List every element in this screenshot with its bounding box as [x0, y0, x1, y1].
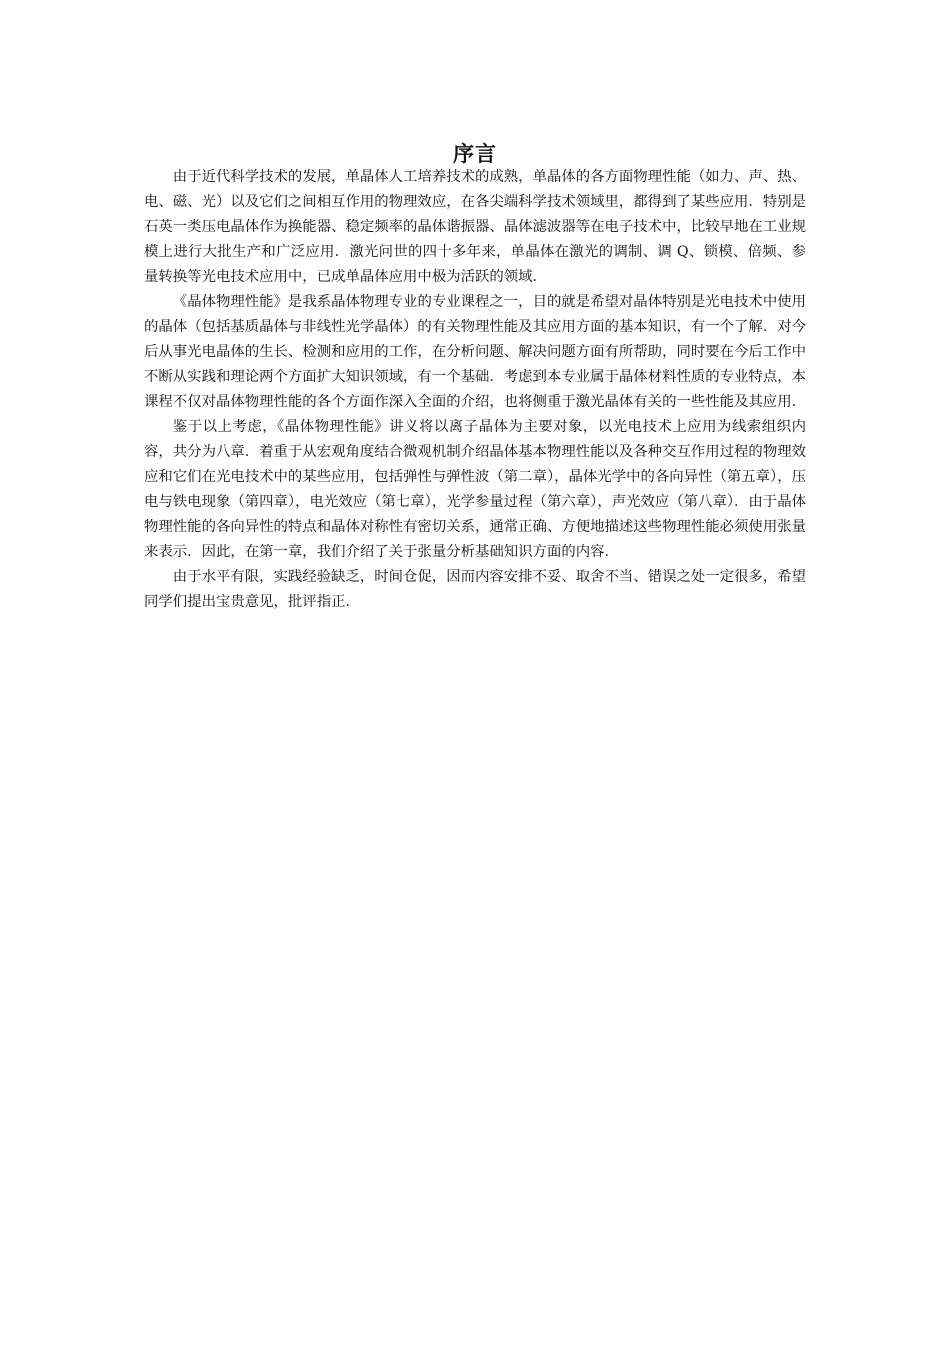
- page-title: 序言: [453, 142, 497, 167]
- paragraph-1: 由于近代科学技术的发展，单晶体人工培养技术的成熟，单晶体的各方面物理性能（如力、声、热、电、磁、光）以及它们之间相互作用的物理效应，在各尖端科学技术领域里，都得到了某些应用．特别是石英一类压电晶体作为换能器、稳定频率的晶体谐振器、晶体滤波器等在电子技术中，比较早地在工业规模上进行大批生产和广泛应用．激光问世的四十多年来，单晶体在激光的调制、调 Q、锁模、倍频、参量转换等光电技术应用中，已成单晶体应用中极为活跃的领域．: [144, 169, 806, 285]
- preface-body: [144, 165, 806, 615]
- paragraph-4: 由于水平有限，实践经验缺乏，时间仓促，因而内容安排不妥、取舍不当、错误之处一定很多，希望同学们提出宝贵意见，批评指正．: [144, 569, 806, 610]
- paragraph-2: 《晶体物理性能》是我系晶体物理专业的专业课程之一，目的就是希望对晶体特别是光电技术中使用的晶体（包括基质晶体与非线性光学晶体）的有关物理性能及其应用方面的基本知识，有一个了解．对今后从事光电晶体的生长、检测和应用的工作，在分析问题、解决问题方面有所帮助，同时要在今后工作中不断从实践和理论两个方面扩大知识领域，有一个基础．考虑到本专业属于晶体材料性质的专业特点，本课程不仅对晶体物理性能的各个方面作深入全面的介绍，也将侧重于激光晶体有关的一些性能及其应用．: [144, 294, 806, 410]
- paragraph-3: 鉴于以上考虑，《晶体物理性能》讲义将以离子晶体为主要对象，以光电技术上应用为线索组织内容，共分为八章．着重于从宏观角度结合微观机制介绍晶体基本物理性能以及各种交互作用过程的物理效应和它们在光电技术中的某些应用，包括弹性与弹性波（第二章），晶体光学中的各向异性（第五章），压电与铁电现象（第四章），电光效应（第七章），光学参量过程（第六章），声光效应（第八章）．由于晶体物理性能的各向异性的特点和晶体对称性有密切关系，通常正确、方便地描述这些物理性能必须使用张量来表示．因此，在第一章，我们介绍了关于张量分析基础知识方面的内容．: [144, 419, 806, 560]
